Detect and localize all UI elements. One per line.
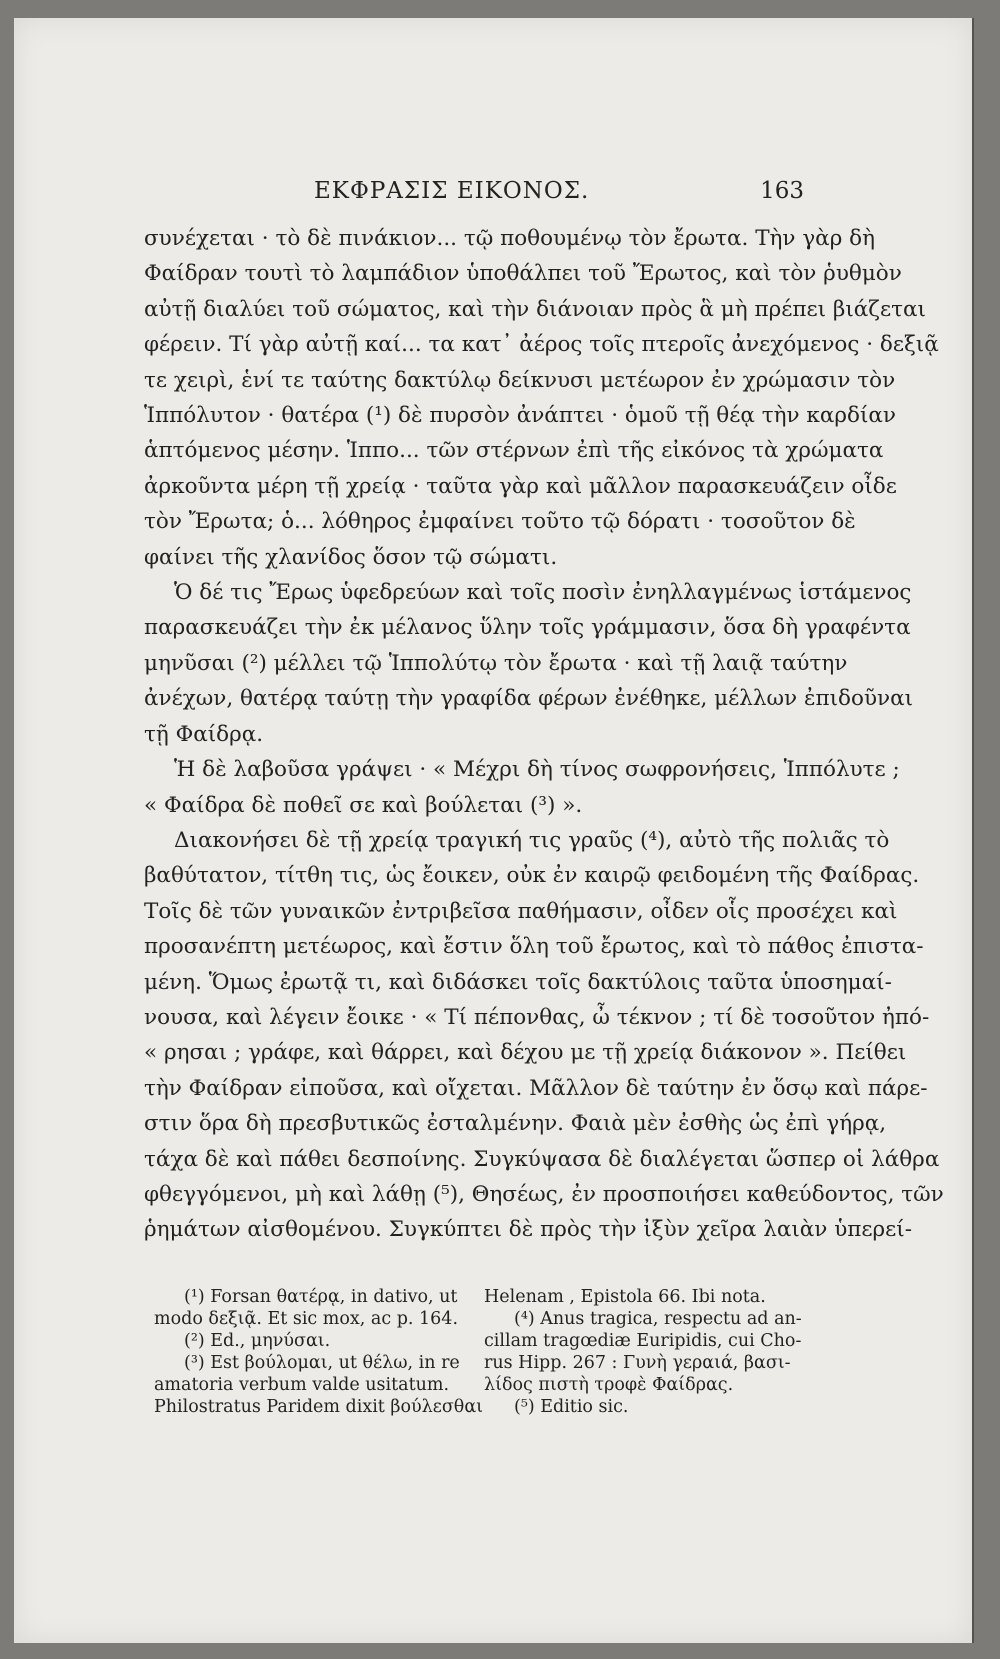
footnote-line: modo δεξιᾷ. Et sic mox, ac p. 164. <box>154 1309 459 1329</box>
body-line: φθεγγόμενοι, μὴ καὶ λάθῃ (⁵), Θησέως, ἐν προσποιήσει καθεύδοντος, τῶν <box>144 1181 944 1207</box>
body-line: ῥημάτων αἰσθομένου. Συγκύπτει δὲ πρὸς τὴν ἰξὺν χεῖρα λαιὰν ὑπερεί- <box>144 1217 913 1243</box>
body-line: συνέχεται · τὸ δὲ πινάκιον... τῷ ποθουμένῳ τὸν ἔρωτα. Τὴν γὰρ δὴ <box>144 226 875 251</box>
body-line: προσανέπτη μετέωρος, καὶ ἔστιν ὅλη τοῦ ἔρωτος, καὶ τὸ πάθος ἐπιστα- <box>144 934 924 960</box>
body-line: « Φαίδρα δὲ ποθεῖ σε καὶ βούλεται (³) ». <box>144 792 583 818</box>
body-line: Ὁ δέ τις Ἔρως ὑφεδρεύων καὶ τοῖς ποσὶν ἐνηλλαγμένως ἱστάμενος <box>174 580 912 606</box>
book-page <box>14 18 974 1643</box>
body-line: μένη. Ὅμως ἐρωτᾷ τι, καὶ διδάσκει τοῖς δακτύλοις ταῦτα ὑποσημαί- <box>144 969 892 995</box>
footnote-line: Helenam , Epistola 66. Ibi nota. <box>484 1287 766 1307</box>
page-title: ΕΚΦΡΑΣΙΣ ΕΙΚΟΝΟΣ. <box>314 178 590 204</box>
body-line: τὸν Ἔρωτα; ὁ... λόθηρος ἐμφαίνει τοῦτο τῷ δόρατι · τοσοῦτον δὲ <box>144 509 856 535</box>
footnote-line: (⁵) Editio sic. <box>514 1397 629 1417</box>
footnote-line: λίδος πιστὴ τροφὲ Φαίδρας. <box>484 1375 734 1395</box>
body-line: φέρειν. Τί γὰρ αὐτῇ καί... τα κατ᾽ ἀέρος τοῖς πτεροῖς ἀνεχόμενος · δεξιᾷ <box>144 332 939 358</box>
body-line: ἀνέχων, θατέρᾳ ταύτῃ τὴν γραφίδα φέρων ἐνέθηκε, μέλλων ἐπιδοῦναι <box>144 686 914 712</box>
footnote-line: (¹) Forsan θατέρᾳ, in dativo, ut <box>184 1287 458 1307</box>
body-line: ἀρκοῦντα μέρη τῇ χρείᾳ · ταῦτα γὰρ καὶ μᾶλλον παρασκευάζειν οἶδε <box>144 473 897 499</box>
footnote-line: Philostratus Paridem dixit βούλεσθαι <box>154 1397 484 1417</box>
body-line: φαίνει τῆς χλανίδος ὅσον τῷ σώματι. <box>144 544 558 570</box>
page-number: 163 <box>760 178 804 204</box>
body-line: μηνῦσαι (²) μέλλει τῷ Ἱππολύτῳ τὸν ἔρωτα · καὶ τῇ λαιᾷ ταύτην <box>144 650 848 676</box>
body-line: Διακονήσει δὲ τῇ χρείᾳ τραγική τις γραῦς (⁴), αὐτὸ τῆς πολιᾶς τὸ <box>174 827 890 853</box>
footnote-line: rus Hipp. 267 : Γυνὴ γεραιά, βασι- <box>484 1353 791 1373</box>
footnotes-left-column <box>154 1286 484 1418</box>
body-line: Φαίδραν τουτὶ τὸ λαμπάδιον ὑποθάλπει τοῦ Ἔρωτος, καὶ τὸν ῥυθμὸν <box>144 261 902 287</box>
body-line: παρασκευάζει τὴν ἐκ μέλανος ὕλην τοῖς γράμμασιν, ὅσα δὴ γραφέντα <box>144 615 911 641</box>
body-line: ἁπτόμενος μέσην. Ἱππο... τῶν στέρνων ἐπὶ τῆς εἰκόνος τὰ χρώματα <box>144 438 884 464</box>
footnote-line: (⁴) Anus tragica, respectu ad an- <box>514 1309 802 1329</box>
body-line: τάχα δὲ καὶ πάθει δεσποίνης. Συγκύψασα δὲ διαλέγεται ὥσπερ οἱ λάθρα <box>144 1146 940 1172</box>
body-line: Ἡ δὲ λαβοῦσα γράψει · « Μέχρι δὴ τίνος σωφρονήσεις, Ἱππόλυτε ; <box>174 757 900 783</box>
footnote-line: amatoria verbum valde usitatum. <box>154 1375 450 1395</box>
body-line: νουσα, καὶ λέγειν ἔοικε · « Τί πέπονθας, ὦ τέκνον ; τί δὲ τοσοῦτον ἠπό- <box>144 1004 930 1030</box>
running-head <box>144 178 804 208</box>
footnote-line: (³) Est βούλομαι, ut θέλω, in re <box>184 1353 460 1373</box>
body-line: τὴν Φαίδραν εἰποῦσα, καὶ οἴχεται. Μᾶλλον δὲ ταύτην ἐν ὅσῳ καὶ πάρε- <box>144 1075 928 1101</box>
body-line: βαθύτατον, τίτθη τις, ὡς ἔοικεν, οὐκ ἐν καιρῷ φειδομένη τῆς Φαίδρας. <box>144 863 920 889</box>
body-line: στιν ὅρα δὴ πρεσβυτικῶς ἐσταλμένην. Φαιὰ μὲν ἐσθὴς ὡς ἐπὶ γήρᾳ, <box>144 1111 887 1137</box>
body-line: αὐτῇ διαλύει τοῦ σώματος, καὶ τὴν διάνοιαν πρὸς ἃ μὴ πρέπει βιάζεται <box>144 296 926 322</box>
body-text <box>144 221 944 1248</box>
footnotes-right-column <box>484 1286 802 1418</box>
body-line: τῇ Φαίδρᾳ. <box>144 721 264 747</box>
body-line: τε χειρὶ, ἑνί τε ταύτης δακτύλῳ δείκνυσι μετέωρον ἐν χρώμασιν τὸν <box>144 367 896 393</box>
body-line: « ρησαι ; γράφε, καὶ θάρρει, καὶ δέχου με τῇ χρείᾳ διάκονον ». Πείθει <box>144 1040 907 1066</box>
footnote-line: cillam tragœdiæ Euripidis, cui Cho- <box>484 1331 802 1351</box>
footnote-line: (²) Ed., μηνύσαι. <box>184 1331 331 1351</box>
body-line: Τοῖς δὲ τῶν γυναικῶν ἐντριβεῖσα παθήμασιν, οἶδεν οἷς προσέχει καὶ <box>144 898 898 924</box>
body-line: Ἱππόλυτον · θατέρα (¹) δὲ πυρσὸν ἀνάπτει · ὁμοῦ τῇ θέᾳ τὴν καρδίαν <box>144 403 896 429</box>
